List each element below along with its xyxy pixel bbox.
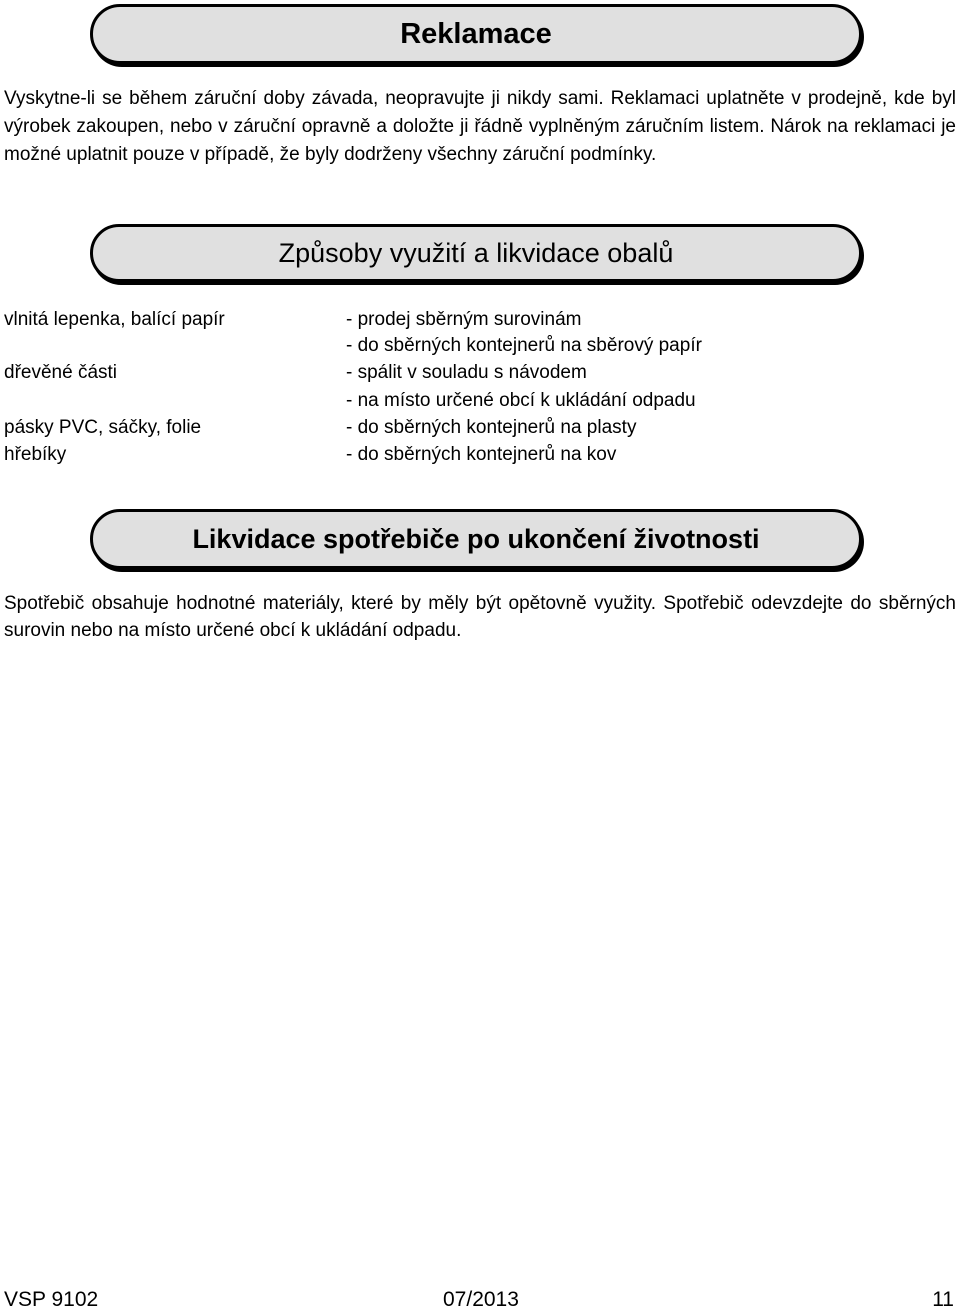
method-item: - prodej sběrným surovinám: [346, 309, 582, 330]
method-item: - na místo určené obcí k ukládání odpadu: [346, 390, 696, 411]
warranty-paragraph: Vyskytne-li se během záruční doby závada, neopravujte ji nikdy sami. Reklamaci uplatněte v prodejně, kde byl výrobek zakoupen, nebo v záruční opravně a doložte ji řádně vyplněným záručním listem. Nárok na reklamaci je možné uplatnit pouze v případě, že byly dodrženy všechny záruční podmínky.: [4, 88, 956, 165]
footer-model: VSP 9102: [4, 1288, 99, 1311]
disposal-paragraph: Spotřebič obsahuje hodnotné materiály, které by měly být opětovně využity. Spotřebič odevzdejte do sběrných surovin nebo na místo určené obcí k ukládání odpadu.: [4, 593, 956, 641]
section-title-disposal: Likvidace spotřebiče po ukončení životnosti: [192, 523, 760, 554]
section-title-warranty: Reklamace: [400, 17, 552, 50]
material-item: vlnitá lepenka, balící papír: [4, 309, 225, 330]
footer-page-number: 11: [932, 1288, 954, 1311]
footer-date: 07/2013: [443, 1288, 519, 1311]
material-item: dřevěné části: [4, 362, 118, 383]
section-header-packaging: [90, 224, 862, 282]
section-header-warranty: [90, 4, 862, 64]
method-item: - do sběrných kontejnerů na plasty: [346, 417, 637, 438]
method-item: - do sběrných kontejnerů na kov: [346, 444, 617, 465]
material-item: hřebíky: [4, 444, 67, 465]
method-item: - spálit v souladu s návodem: [346, 362, 587, 383]
section-header-disposal: [90, 509, 862, 569]
section-title-packaging: Způsoby využití a likvidace obalů: [278, 237, 674, 268]
method-item: - do sběrných kontejnerů na sběrový papír: [346, 335, 702, 356]
material-item: pásky PVC, sáčky, folie: [4, 417, 202, 438]
